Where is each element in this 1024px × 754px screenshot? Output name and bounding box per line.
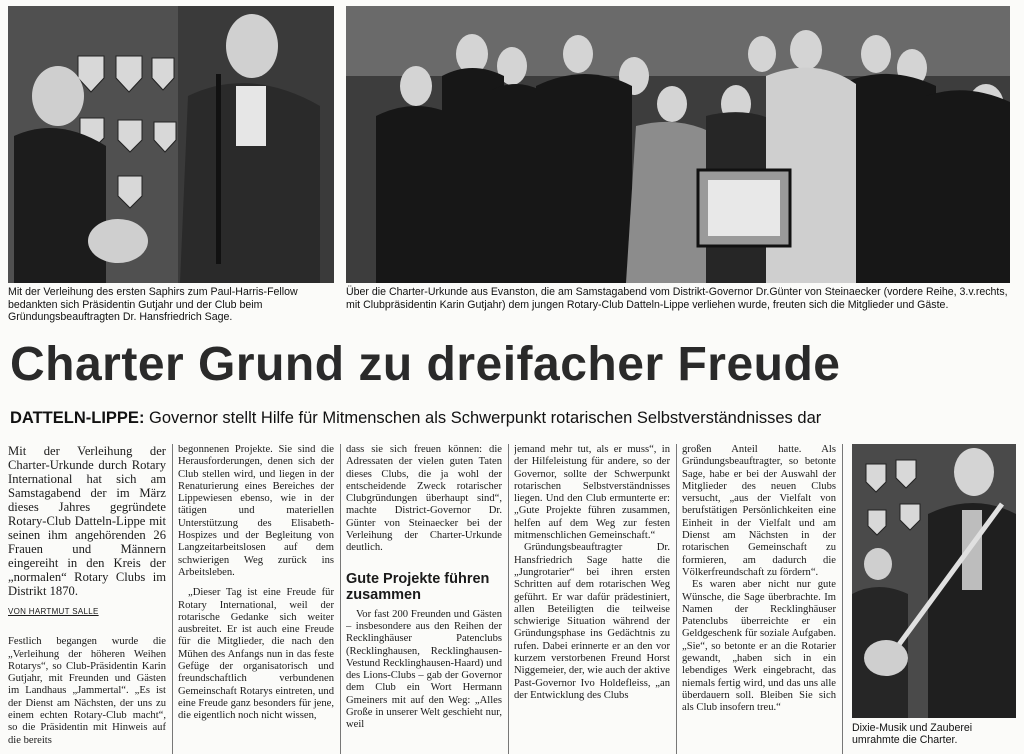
article-column-4 [514, 444, 670, 754]
body-paragraph: dass sie sich freuen können: die Adressaten der vielen guten Taten dieses Clubs, die ja wohl der entscheidende Zweck rotarischer Clubgründungen überhaupt sind“, machte District-Governor Dr. Günter von Steinaecker bei der Verleihung der Charter-Urkunde deutlich. [346, 444, 502, 554]
body-paragraph: Vor fast 200 Freunden und Gästen – insbesondere aus den Reihen der Recklinghäuser Patenclubs (Recklinghausen, Recklinghausen-Vestund Recklinghausen-Haard) und des Lions-Clubs – gab der Governor dem Club ein Wort Hermann Gmeiners mit auf den Weg: „Alles Große in unserer Welt geschieht nur, weil [346, 608, 502, 731]
body-paragraph: Gründungsbeauftragter Dr. Hansfriedrich Sage hatte die „Jungrotarier“ bei ihren ersten Schritten auf dem rotarischen Weg geführt. Er war dafür prädestiniert, allen Beteiligten die teilweise schwierige Situation während der Gründungsphase ins Gedächtnis zu rufen. Dabei erinnerte er an den vor kurzem verstorbenen Freund Horst Niggemeier, der, wie auch der aktive Past-Governor Ivo Holdefleiss, „an der Entwicklung des Clubs [514, 542, 670, 701]
photo-dixie-music [852, 444, 1016, 718]
photo-top-caption: Über die Charter-Urkunde aus Evanston, die am Samstagabend vom Distrikt-Governor Dr.Günter von Steinaecker (vordere Reihe, 3.v.rechts, mit Clubpräsidentin Karin Gutjahr) dem jungen Rotary-Club Datteln-Lippe verliehen wurde, freuten sich die Mitglieder und Gäste. [346, 286, 1008, 311]
column-divider [172, 444, 173, 754]
subheadline-text: Governor stellt Hilfe für Mitmenschen als Schwerpunkt rotarischen Selbstverständnisses dar [149, 409, 822, 427]
body-paragraph: Es waren aber nicht nur gute Wünsche, die Sage überbrachte. Im Namen der Recklinghäuser Patenclubs überreichte er ein Geldgeschenk für soziale Aufgaben. „Sie“, so betonte er an die Rotarier gewandt, „haben sich in ein lebendiges Werk eingebracht, das niemals fertig wird, und das uns alle überdauern soll. Bleiben Sie sich als Club insofern treu.“ [682, 579, 836, 714]
page-title: Charter Grund zu dreifacher Freude [10, 338, 841, 391]
column-divider [508, 444, 509, 754]
column-divider [676, 444, 677, 754]
kicker: DATTELN-LIPPE: [10, 409, 145, 427]
photo-charter-group [346, 6, 1010, 283]
article-column-1 [8, 444, 166, 754]
photo-right-caption: Dixie-Musik und Zauberei umrahmte die Charter. [852, 722, 973, 747]
photo-saphir-presentation [8, 6, 334, 283]
body-paragraph: „Dieser Tag ist eine Freude für Rotary International, weil der rotarische Gedanke sich weiter ausbreitet. Er ist auch eine Freude für die Mitglieder, die nach den Mühen des Anfangs nun in das feste Gefüge der organisatorisch und freundschaftlich verbundenen Gemeinschaft Rotarys eintreten, und eine Freude ganz besonders für jene, die eigentlich noch nicht wissen, [178, 587, 334, 722]
article-column-2 [178, 444, 334, 754]
column-divider [842, 444, 843, 754]
article-column-3 [346, 444, 502, 754]
subheadline [10, 409, 1020, 428]
body-paragraph: Festlich begangen wurde die „Verleihung der höheren Weihen Rotarys“, so Club-Präsidentin Karin Gutjahr, mit Freunden und Gästen im Landhaus „Jammertal“. „Es ist der Dienst am Nächsten, der uns zu einem echten Rotary-Club macht“, so die Präsidentin mit Hinweis auf die bereits [8, 636, 166, 746]
column-divider [340, 444, 341, 754]
body-paragraph: begonnenen Projekte. Sie sind die Herausforderungen, denen sich der Club stellen wird, und liegen in der Renaturierung eines Bereiches der Lippewiesen ebenso, wie in der tätigen und materiellen Unterstützung des Elisabeth-Hospizes und der Begleitung von Langzeitarbeitslosen auf dem schwierigen Weg zurück ins Arbeitsleben. [178, 444, 334, 578]
body-paragraph: jemand mehr tut, als er muss“, in der Hilfeleistung für andere, so der Governor, sollte der Schwerpunkt rotarischen Selbstverständnisses liegen. Und den Club ermunterte er: „Gute Projekte führen zusammen, helfen auf dem Weg zur festen mitmenschlichen Gemeinschaft.“ [514, 444, 670, 542]
photo-left-caption: Mit der Verleihung des ersten Saphirs zum Paul-Harris-Fellow bedankten sich Präsidentin Gutjahr und der Club beim Gründungsbeauftragten Dr. Hansfriedrich Sage. [8, 286, 298, 324]
article-lead: Mit der Verleihung der Charter-Urkunde durch Rotary International hat sich am Samstagabend der im März dieses Jahres gegründete Rotary-Club Datteln-Lippe mit seinen ihm angehörenden 26 Frauen und Männern eingereiht in den Kreis der „normalen“ Rotary Clubs im Distrikt 1870. [8, 444, 166, 598]
crosshead: Gute Projekte führen zusammen [346, 570, 490, 603]
body-paragraph: großen Anteil hatte. Als Gründungsbeauftragter, so betonte Sage, habe er bei der Auswahl der Mitglieder des neuen Clubs versucht, „aus der Vielfalt von berufstätigen Persönlichkeiten eine Einheit in der Vielfalt und am Dienst am Nächsten in der rotarischen Gemeinschaft zu formieren, am dadurch die Völkerfreundschaft zu fördern“. [682, 444, 836, 578]
byline: VON HARTMUT SALLE [8, 607, 99, 616]
article-column-5 [682, 444, 836, 754]
